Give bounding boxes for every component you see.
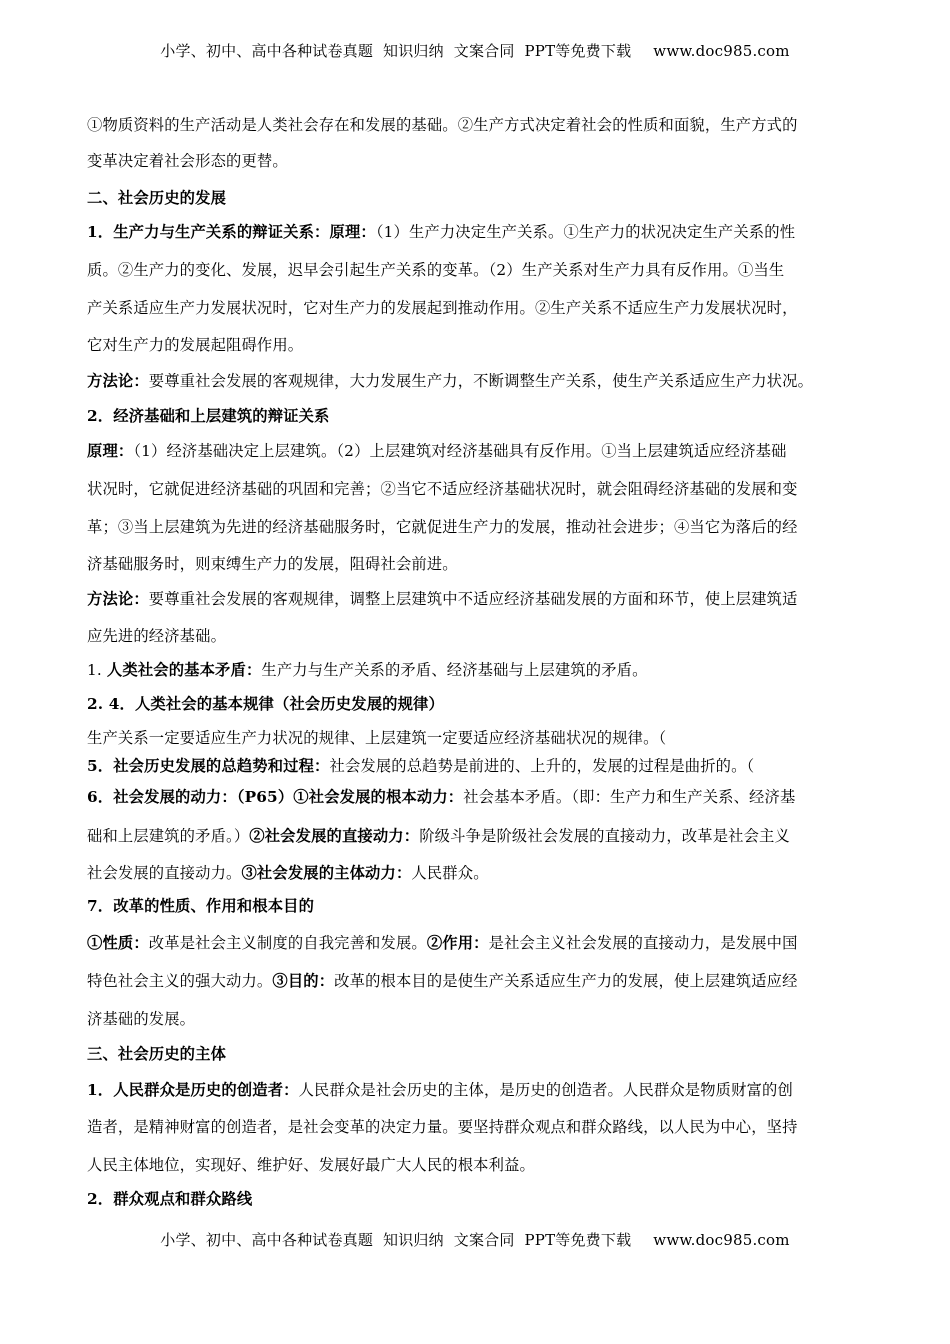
text-line [87, 113, 798, 135]
text-line [87, 894, 314, 916]
text-line [87, 726, 666, 748]
bold-text-segment: ③社会发展的主体动力： [241, 864, 412, 882]
bold-text-segment: ②社会发展的直接动力： [249, 827, 420, 845]
bold-text-segment: 原理： [87, 442, 134, 460]
text-segment: 改革的根本目的是使生产关系适应生产力的发展，使上层建筑适应经 [334, 972, 798, 990]
text-line [87, 369, 813, 391]
text-line [87, 1153, 535, 1175]
text-segment: 人民主体地位，实现好、维护好、发展好最广大人民的根本利益。 [87, 1156, 535, 1174]
text-line [87, 439, 787, 461]
text-segment: 变革决定着社会形态的更替。 [87, 152, 288, 170]
text-segment: 造者，是精神财富的创造者，是社会变革的决定力量。要坚持群众观点和群众路线，以人民为中心，坚持 [87, 1118, 798, 1136]
text-line [87, 754, 754, 776]
bold-text-segment: 6．社会发展的动力：（P65）①社会发展的根本动力： [87, 788, 464, 806]
text-line [87, 1115, 798, 1137]
text-segment: 特色社会主义的强大动力。 [87, 972, 273, 990]
text-segment: 生产关系一定要适应生产力状况的规律、上层建筑一定要适应经济基础状况的规律。（ [87, 729, 667, 747]
text-segment: 要尊重社会发展的客观规律，大力发展生产力，不断调整生产关系，使生产关系适应生产力状况。 [148, 372, 814, 390]
text-line [87, 515, 798, 537]
text-segment: 生产力与生产关系的矛盾、经济基础与上层建筑的矛盾。 [261, 661, 648, 679]
header-text: 小学、初中、高中各种试卷真题 知识归纳 文案合同 PPT等免费下载 [160, 42, 632, 60]
text-segment: 应先进的经济基础。 [87, 627, 227, 645]
text-segment: 阶级斗争是阶级社会发展的直接动力，改革是社会主义 [419, 827, 790, 845]
text-segment: ①物质资料的生产活动是人类社会存在和发展的基础。②生产方式决定着社会的性质和面貌，生产方式的 [87, 116, 798, 134]
page-footer [0, 1229, 950, 1250]
text-line [87, 624, 226, 646]
text-line [87, 931, 798, 953]
text-segment: 1. [87, 661, 107, 679]
text-line [87, 552, 458, 574]
text-segment: 要尊重社会发展的客观规律，调整上层建筑中不适应经济基础发展的方面和环节，使上层建筑适 [148, 590, 798, 608]
text-line [87, 186, 226, 208]
bold-text-segment: 7．改革的性质、作用和根本目的 [87, 897, 315, 915]
text-line [87, 149, 288, 171]
text-line [87, 1078, 793, 1100]
bold-text-segment: ③目的： [272, 972, 335, 990]
text-segment: 改革是社会主义制度的自我完善和发展。 [148, 934, 427, 952]
text-line [87, 658, 648, 680]
text-line [87, 1187, 252, 1209]
text-line [87, 785, 795, 807]
page-header [0, 40, 950, 61]
text-segment: 革；③当上层建筑为先进的经济基础服务时，它就促进生产力的发展，推动社会进步；④当它为落后的经 [87, 518, 798, 536]
text-line [87, 824, 790, 846]
text-line [87, 296, 798, 318]
text-line [87, 258, 784, 280]
text-segment: 是社会主义社会发展的直接动力，是发展中国 [488, 934, 798, 952]
bold-text-segment: 方法论： [87, 590, 149, 608]
footer-text: 小学、初中、高中各种试卷真题 知识归纳 文案合同 PPT等免费下载 [160, 1231, 632, 1249]
bold-text-segment: 2．群众观点和群众路线 [87, 1190, 253, 1208]
text-line [87, 1007, 195, 1029]
text-line [87, 587, 798, 609]
header-url: www.doc985.com [653, 42, 790, 60]
text-line [87, 1042, 226, 1064]
text-segment: 济基础的发展。 [87, 1010, 196, 1028]
bold-text-segment: 方法论： [87, 372, 149, 390]
text-segment: 质。②生产力的变化、发展，迟早会引起生产关系的变革。（2）生产关系对生产力具有反作用。①当生 [87, 261, 785, 279]
text-segment: 状况时，它就促进经济基础的巩固和完善；②当它不适应经济基础状况时，就会阻碍经济基础的发展和变 [87, 480, 798, 498]
text-segment: 社会基本矛盾。（即：生产力和生产关系、经济基 [463, 788, 796, 806]
bold-text-segment: ①性质： [87, 934, 149, 952]
bold-text-segment: 人类社会的基本矛盾： [106, 661, 262, 679]
text-segment: 它对生产力的发展起阻碍作用。 [87, 336, 304, 354]
bold-text-segment: 5．社会历史发展的总趋势和过程： [87, 757, 330, 775]
text-segment: （1）经济基础决定上层建筑。（2）上层建筑对经济基础具有反作用。①当上层建筑适应经济基础 [133, 442, 787, 460]
bold-text-segment: 2. 4．人类社会的基本规律（社会历史发展的规律） [87, 695, 444, 713]
bold-text-segment: 2．经济基础和上层建筑的辩证关系 [87, 407, 330, 425]
text-line [87, 333, 303, 355]
text-line [87, 861, 489, 883]
text-segment: 础和上层建筑的矛盾。） [87, 827, 250, 845]
text-line [87, 969, 798, 991]
text-segment: 社会发展的直接动力。 [87, 864, 242, 882]
text-segment: 社会发展的总趋势是前进的、上升的，发展的过程是曲折的。（ [329, 757, 755, 775]
text-segment: 济基础服务时，则束缚生产力的发展，阻碍社会前进。 [87, 555, 458, 573]
bold-text-segment: 1．生产力与生产关系的辩证关系：原理： [87, 223, 376, 241]
text-segment: （1）生产力决定生产关系。①生产力的状况决定生产关系的性 [375, 223, 796, 241]
text-segment: 人民群众是社会历史的主体，是历史的创造者。人民群众是物质财富的创 [298, 1081, 793, 1099]
text-line [87, 477, 798, 499]
text-line [87, 692, 444, 714]
bold-text-segment: 二、社会历史的发展 [87, 189, 227, 207]
bold-text-segment: 三、社会历史的主体 [87, 1045, 227, 1063]
bold-text-segment: ②作用： [426, 934, 489, 952]
bold-text-segment: 1．人民群众是历史的创造者： [87, 1081, 299, 1099]
text-segment: 人民群众。 [411, 864, 489, 882]
text-line [87, 404, 330, 426]
text-segment: 产关系适应生产力发展状况时，它对生产力的发展起到推动作用。②生产关系不适应生产力发展状况时， [87, 299, 798, 317]
text-line [87, 220, 795, 242]
footer-url: www.doc985.com [653, 1231, 790, 1249]
